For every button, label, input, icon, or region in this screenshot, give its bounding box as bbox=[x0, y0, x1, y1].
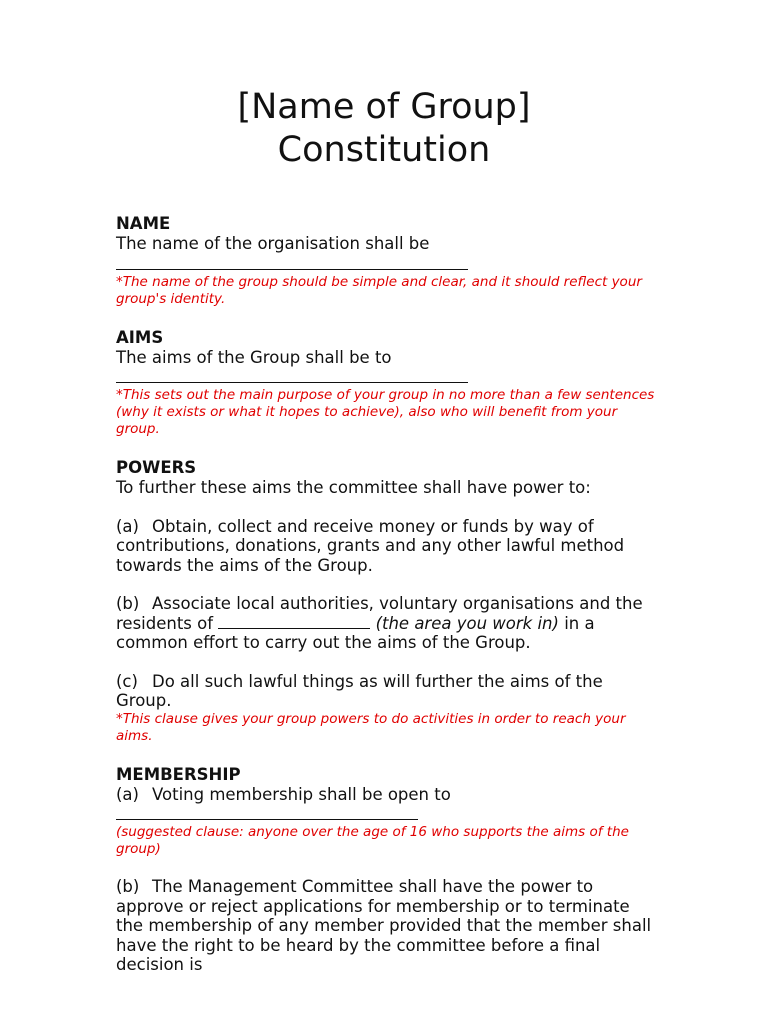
aims-note: *This sets out the main purpose of your group in no more than a few sentences (why it exists or what it hopes to achieve), also who will benefit from your group. bbox=[116, 387, 655, 437]
clause-italic-hint: (the area you work in) bbox=[375, 613, 559, 633]
clause-text: Obtain, collect and receive money or funds by way of contributions, donations, grants and any other lawful method towards the aims of the Group. bbox=[116, 516, 625, 575]
section-powers bbox=[116, 458, 656, 745]
area-blank-line bbox=[218, 614, 370, 629]
section-heading-membership: MEMBERSHIP bbox=[116, 764, 241, 784]
powers-clause-b bbox=[116, 594, 656, 653]
clause-text: Voting membership shall be open to bbox=[152, 784, 451, 804]
clause-text: Do all such lawful things as will further the aims of the Group. bbox=[116, 671, 603, 710]
clause-label: (b) bbox=[116, 877, 140, 896]
powers-note: *This clause gives your group powers to do activities in order to reach your aims. bbox=[116, 710, 626, 744]
membership-clause-a bbox=[116, 785, 656, 805]
clause-label: (b) bbox=[116, 594, 140, 613]
document-title bbox=[0, 86, 768, 172]
clause-label: (c) bbox=[116, 671, 138, 691]
aims-blank-line bbox=[116, 382, 468, 383]
section-aims bbox=[116, 328, 656, 439]
clause-label: (a) bbox=[116, 784, 139, 804]
membership-clause-b bbox=[116, 877, 656, 975]
clause-text: The Management Committee shall have the power to approve or reject applications for membership or to terminate the membership of any member provided that the member shall have the right to be heard by the committee before a final decision is bbox=[116, 877, 652, 974]
document-body bbox=[116, 214, 656, 975]
clause-text: in a common effort to carry out the aims of the Group. bbox=[116, 613, 595, 652]
section-heading-powers: POWERS bbox=[116, 458, 197, 477]
powers-clause-c bbox=[116, 672, 656, 711]
powers-intro: To further these aims the committee shall have power to: bbox=[116, 478, 591, 497]
membership-blank-line bbox=[116, 819, 418, 820]
section-heading-name: NAME bbox=[116, 214, 171, 233]
section-heading-aims: AIMS bbox=[116, 327, 164, 347]
section-membership bbox=[116, 765, 656, 975]
clause-text: Associate local authorities, voluntary organisations and the residents of bbox=[116, 594, 643, 633]
powers-clause-a bbox=[116, 517, 656, 576]
name-text: The name of the organisation shall be bbox=[116, 234, 430, 253]
title-line-1: [Name of Group] bbox=[237, 87, 531, 127]
aims-text: The aims of the Group shall be to bbox=[116, 347, 392, 367]
name-note: *The name of the group should be simple and clear, and it should reflect your group's identity. bbox=[116, 273, 642, 307]
membership-note: (suggested clause: anyone over the age of 16 who supports the aims of the group) bbox=[116, 824, 629, 857]
section-name bbox=[116, 214, 656, 308]
title-line-2: Constitution bbox=[277, 130, 491, 170]
name-blank-line bbox=[116, 269, 468, 270]
clause-label: (a) bbox=[116, 516, 139, 536]
